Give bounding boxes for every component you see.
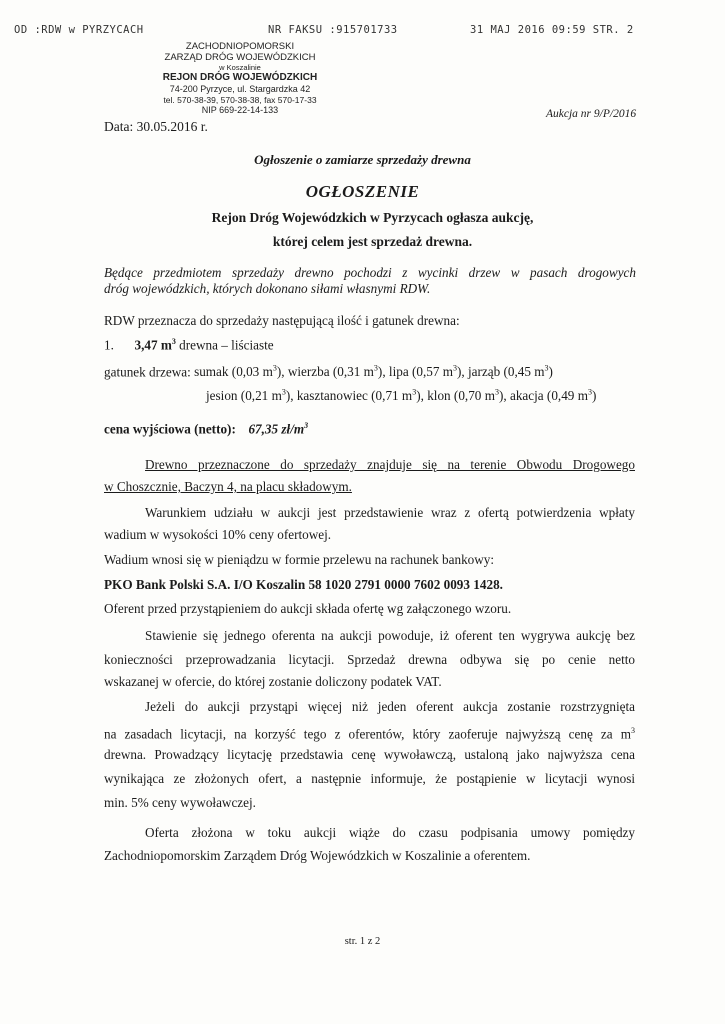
item-volume: 3,47 m	[134, 337, 172, 353]
intro-text-line: Będące przedmiotem sprzedaży drewno pochodzi z wycinki drzew w pasach drogowych	[104, 265, 636, 280]
species-entry: , klon (0,70 $m^3$)	[420, 388, 504, 404]
starting-price	[104, 416, 308, 438]
multi-bidder-line: drewna. Prowadzący licytację przedstawia cenę wywoławczą, ustaloną jako najwyższa cena	[104, 747, 635, 762]
condition-text-line: Warunkiem udziału w aukcji jest przedstawienie wraz z ofertą potwierdzenia wpłaty	[145, 505, 635, 520]
office-stamp	[140, 41, 340, 115]
single-bidder-line: wskazanej w ofercie, do której zostanie doliczony podatek VAT.	[104, 674, 442, 689]
fax-datetime-page: 31 MAJ 2016 09:59 STR. 2	[470, 24, 634, 36]
fax-sender: OD :RDW w PYRZYCACH	[14, 24, 144, 36]
document-title: OGŁOSZENIE	[305, 182, 420, 201]
bank-account: PKO Bank Polski S.A. I/O Koszalin 58 1020 2791 0000 7602 0093 1428.	[104, 577, 503, 592]
stamp-line: NIP 669-22-14-133	[201, 104, 279, 115]
stamp-line: REJON DRÓG WOJEWÓDZKICH	[162, 72, 318, 83]
stamp-line: ZARZĄD DRÓG WOJEWÓDZKICH	[164, 52, 316, 63]
species-row-1	[104, 359, 553, 381]
unit-superscript: 3	[304, 421, 309, 430]
wood-item	[104, 332, 274, 354]
species-row-2	[206, 383, 596, 405]
binding-offer-line: Zachodniopomorskim Zarządem Dróg Wojewódzkich w Koszalinie a oferentem.	[104, 848, 531, 863]
stamp-line: w Koszalinie	[219, 63, 261, 72]
location-text-line: w Choszcznie, Baczyn 4, na placu składowym.	[104, 479, 352, 494]
stamp-line: tel. 570-38-39, 570-38-38, fax 570-17-33	[163, 94, 317, 105]
auction-reference: Aukcja nr 9/P/2016	[546, 108, 637, 120]
single-bidder-line: Stawienie się jednego oferenta na aukcji powoduje, iż oferent ten wygrywa aukcję bez	[145, 628, 635, 643]
multi-bidder-line: na zasadach licytacji, na korzyść tego z oferentów, który zaoferuje najwyższą cenę za $m^3$	[104, 726, 635, 742]
species-entry: , lipa (0,57 $m^3$)	[382, 364, 462, 380]
species-entry: , jarząb (0,45 $m^3$)	[461, 364, 553, 380]
offer-form-text: Oferent przed przystąpieniem do aukcji składa ofertę wg załączonego wzoru.	[104, 601, 512, 616]
document-date: Data: 30.05.2016 r.	[104, 119, 208, 134]
species-entry: , akacja (0,49 $m^3$)	[503, 388, 597, 404]
fax-number: NR FAKSU :915701733	[268, 24, 398, 36]
deposit-text: Wadium wnosi się w pieniądzu w formie przelewu na rachunek bankowy:	[104, 552, 495, 567]
condition-text-line: wadium w wysokości 10% ceny ofertowej.	[104, 527, 332, 542]
document-subject: Ogłoszenie o zamiarze sprzedaży drewna	[254, 152, 471, 167]
stamp-line: 74-200 Pyrzyce, ul. Stargardzka 42	[169, 84, 311, 94]
item-description: drewna – liściaste	[175, 337, 274, 353]
price-label: cena wyjściowa (netto):	[104, 421, 236, 437]
announcement-heading-line: Rejon Dróg Wojewódzkich w Pyrzycach ogłasza aukcję,	[211, 210, 534, 225]
item-number: 1.	[104, 337, 114, 353]
species-entry: sumak (0,03 $m^3$)	[194, 364, 282, 380]
multi-bidder-line: wynikająca ze złożonych ofert, a następnie informuje, że postąpienie w licytacji wynosi	[104, 771, 635, 786]
species-entry: , kasztanowiec (0,71 $m^3$)	[290, 388, 421, 404]
multi-bidder-line: Jeżeli do aukcji przystąpi więcej niż jeden oferent aukcja zostanie rozstrzygnięta	[145, 699, 635, 714]
unit-superscript: 3	[171, 337, 176, 346]
unit-superscript: 3	[631, 726, 635, 735]
announcement-heading-line: której celem jest sprzedaż drewna.	[272, 234, 473, 249]
location-text-line: Drewno przeznaczone do sprzedaży znajduje się na terenie Obwodu Drogowego	[145, 457, 635, 472]
species-entry: jesion (0,21 $m^3$)	[206, 388, 291, 404]
intro-text-line: dróg wojewódzkich, których dokonano siłami własnymi RDW.	[104, 281, 431, 296]
single-bidder-line: konieczności przeprowadzania licytacji. Sprzedaż drewna odbywa się po cenie netto	[104, 652, 635, 667]
offer-intro: RDW przeznacza do sprzedaży następującą ilość i gatunek drewna:	[104, 313, 460, 328]
multi-bidder-line: min. 5% ceny wywoławczej.	[104, 795, 256, 810]
binding-offer-line: Oferta złożona w toku aukcji wiąże do czasu podpisania umowy pomiędzy	[145, 825, 635, 840]
stamp-line: ZACHODNIOPOMORSKI	[185, 41, 295, 52]
species-label: gatunek drzewa:	[104, 364, 191, 380]
species-entry: , wierzba (0,31 $m^3$)	[281, 364, 383, 380]
price-value: 67,35 zł/m	[248, 421, 305, 437]
page-number: str. 1 z 2	[344, 936, 381, 947]
